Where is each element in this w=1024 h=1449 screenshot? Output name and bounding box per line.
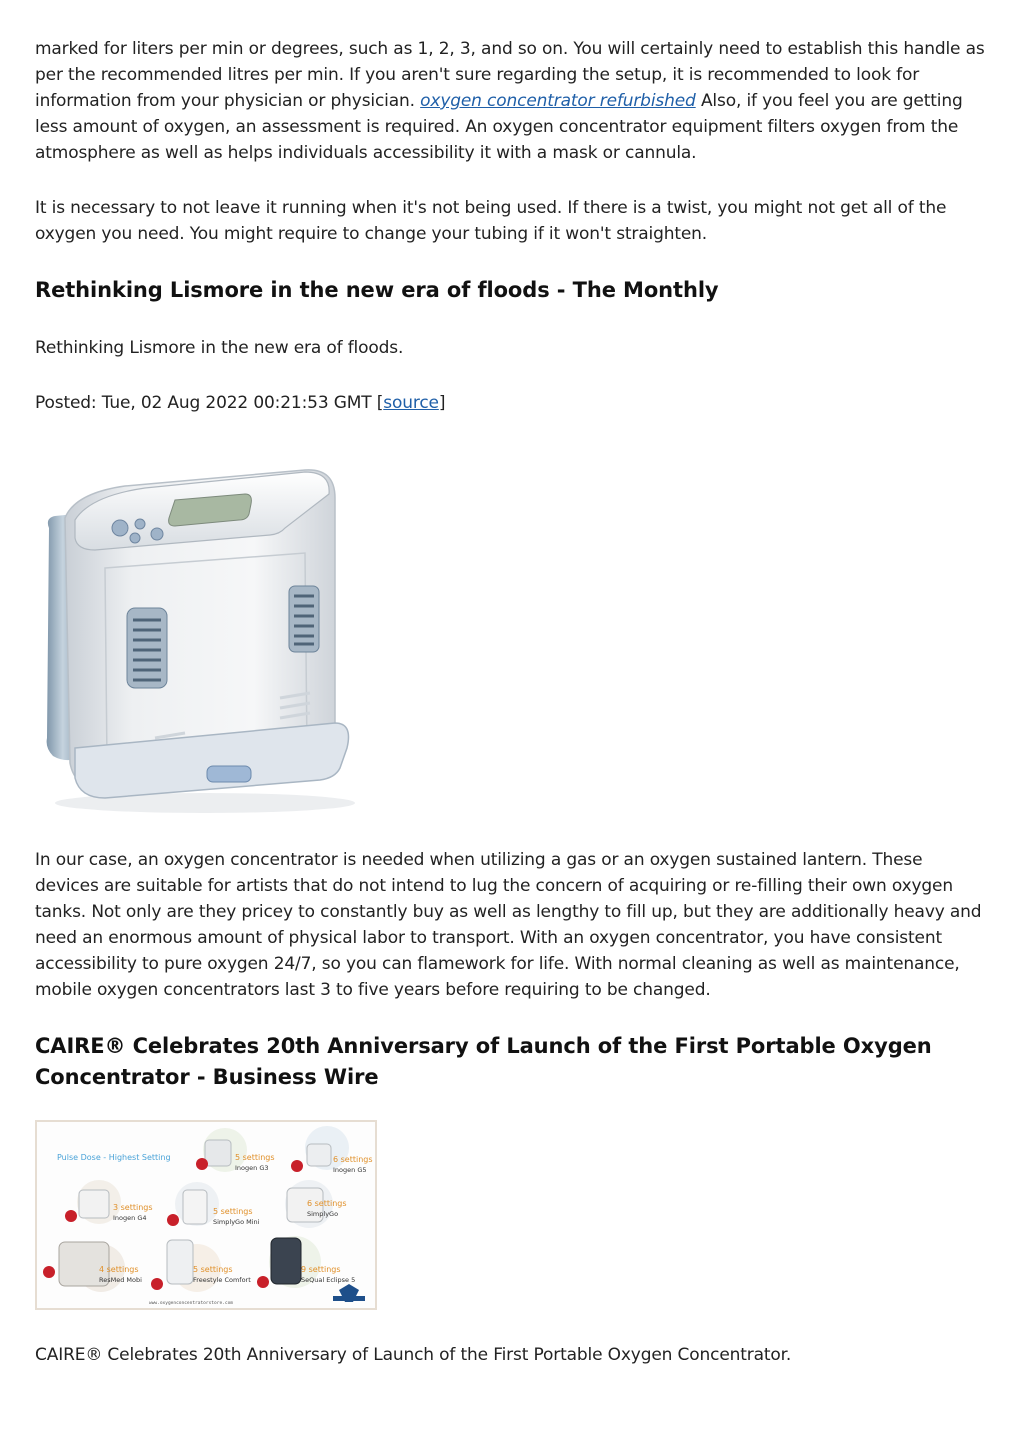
oxygen-concentrator-illustration [35,458,379,816]
posted-bracket: ] [438,393,446,413]
paragraph-caire-summary: CAIRE® Celebrates 20th Anniversary of Launch of the First Portable Oxygen Concentrator. [35,1345,792,1365]
item-1-model: Inogen G3 [235,1164,269,1172]
oxygen-concentrator-image [35,458,379,816]
paragraph-use-case: In our case, an oxygen concentrator is needed when utilizing a gas or an oxygen sustained lantern. These devices are suitable for artists that do not intend to lug the concern of acquiring or re-filling their own oxygen tanks. Not only are they pricey to constantly buy as well as lengthy to fill up, but they are additionally heavy and need an enormous amount of physical labor to transport. With an oxygen concentrator, you have consistent accessibility to pure oxygen 24/7, so you can flamework for life. With normal cleaning as well as maintenance, mobile oxygen concentrators last 3 to five years before requiring to be changed. [35,850,982,1000]
pulse-dose-infographic [37,1122,375,1308]
item-7-settings: 5 settings [193,1265,233,1274]
pulse-dose-comparison-image [35,1120,377,1310]
item-8-model: SeQual Eclipse 5 [301,1276,356,1284]
item-4-settings: 5 settings [213,1207,253,1216]
paragraph-intro-text: marked for liters per min or degrees, such as 1, 2, 3, and so on. You will certainly need to establish this handle as per the recommended litres per min. If you aren't sure regarding the setup, it is recommended to look for information from your physician or physician. [35,39,985,111]
source-link[interactable]: source [383,393,439,413]
item-3-settings: 3 settings [113,1203,153,1212]
item-6-model: ResMed Mobi [99,1276,142,1284]
item-5-settings: 6 settings [307,1199,347,1208]
item-2-settings: 6 settings [333,1155,373,1164]
item-8-settings: 9 settings [301,1265,341,1274]
oxygen-concentrator-link[interactable]: oxygen concentrator refurbished [420,91,696,111]
posted-date: Posted: Tue, 02 Aug 2022 00:21:53 GMT [ [35,393,384,413]
infographic-title: Pulse Dose - Highest Setting [57,1153,171,1162]
item-3-model: Inogen G4 [113,1214,147,1222]
posted-line [35,390,445,416]
paragraph-intro-text-after: Also, if you feel you are getting less amount of oxygen, an assessment is required. An oxygen concentrator equipment filters oxygen from the atmosphere as well as helps individuals accessibility it with a mask or cannula. [35,91,963,163]
infographic-website: www.oxygenconcentratorstore.com [149,1301,233,1306]
item-1-settings: 5 settings [235,1153,275,1162]
paragraph-usage: It is necessary to not leave it running when it's not being used. If there is a twist, you might not get all of the oxygen you need. You might require to change your tubing if it won't straighten. [35,198,947,244]
paragraph-lismore-summary: Rethinking Lismore in the new era of floods. [35,338,404,358]
item-2-model: Inogen G5 [333,1166,367,1174]
item-7-model: Freestyle Comfort [193,1276,251,1284]
item-6-settings: 4 settings [99,1265,139,1274]
heading-lismore: Rethinking Lismore in the new era of floods - The Monthly [35,278,719,302]
item-4-model: SimplyGo Mini [213,1218,260,1226]
heading-caire: CAIRE® Celebrates 20th Anniversary of Launch of the First Portable Oxygen Concentrator - Business Wire [35,1034,932,1089]
paragraph-intro [35,36,990,166]
item-5-model: SimplyGo [307,1210,339,1218]
